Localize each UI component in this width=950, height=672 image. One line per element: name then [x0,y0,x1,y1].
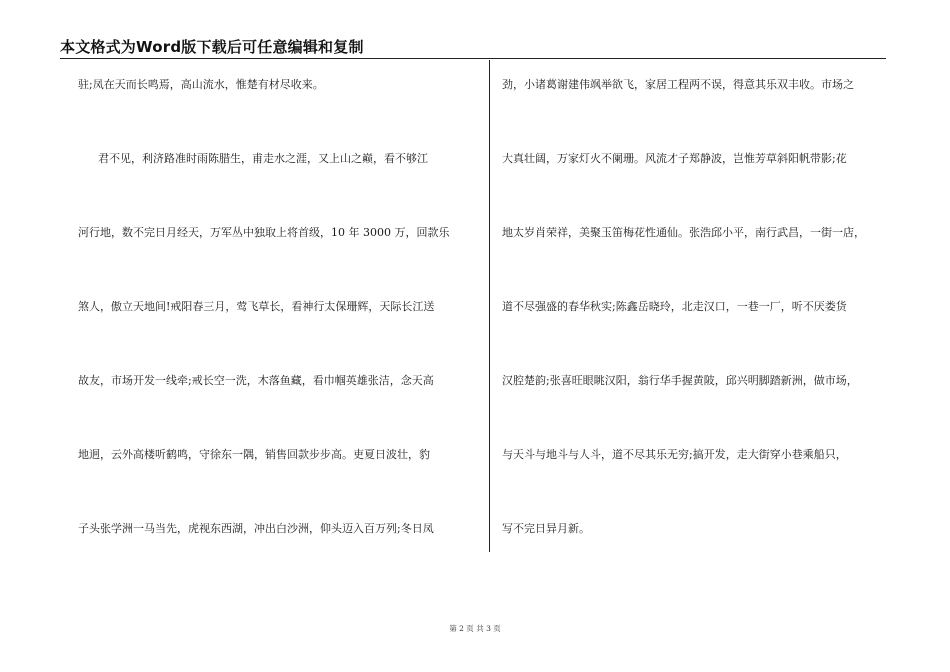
right-line-4: 道不尽强盛的春华秋实;陈鑫岳晓玲，北走汉口，一巷一厂，听不厌娄货 [502,300,847,313]
left-line-3: 河行地，数不完日月经天，万军丛中独取上将首级，10 年 3000 万，回款乐 [78,226,450,239]
left-line-5: 故友，市场开发一线牵;戒长空一洗，木落鱼藏，看巾帼英雄张洁，念天高 [78,374,434,387]
left-line-1: 驻;凤在天而长鸣焉，高山流水，惟楚有材尽收来。 [78,78,324,91]
left-line-2: 君不见，利济路准时雨陈腊生，甫走水之涯，又上山之巅，看不够江 [98,152,428,165]
right-line-7: 写不完日异月新。 [502,522,590,535]
column-divider [489,60,490,552]
right-line-6: 与天斗与地斗与人斗，道不尽其乐无穷;搞开发，走大街穿小巷乘船只， [502,448,847,461]
right-line-2: 大真壮阔，万家灯火不阑珊。风流才子郑静波，岂惟芳草斜阳帆带影;花 [502,152,847,165]
page-header-title: 本文格式为Word版下载后可任意编辑和复制 [60,38,364,56]
right-line-3: 地太岁肖荣祥，美聚玉笛梅花性通仙。张浩邱小平，南行武昌，一街一店， [502,226,865,239]
left-line-4: 煞人，傲立天地间!戒阳春三月，莺飞草长，看神行太保珊辉，天际长江送 [78,300,435,313]
page-footer: 第 2 页 共 3 页 [449,624,501,633]
header-rule [60,58,886,59]
left-line-6: 地迥，云外高楼听鹤鸣，守徐东一隅，销售回款步步高。吏夏日波壮，豹 [78,448,430,461]
left-line-7: 子头张学洲一马当先，虎视东西湖，冲出白沙洲，仰头迈入百万列;冬日凤 [78,522,434,535]
right-line-1: 劲，小诸葛谢建伟飒举欲飞，家居工程两不误，得意其乐双丰收。市场之 [502,78,854,91]
right-line-5: 汉腔楚韵;张喜旺眼眺汉阳，翁行华手握黄陂，邱兴明脚踏新洲，做市场， [502,374,858,387]
